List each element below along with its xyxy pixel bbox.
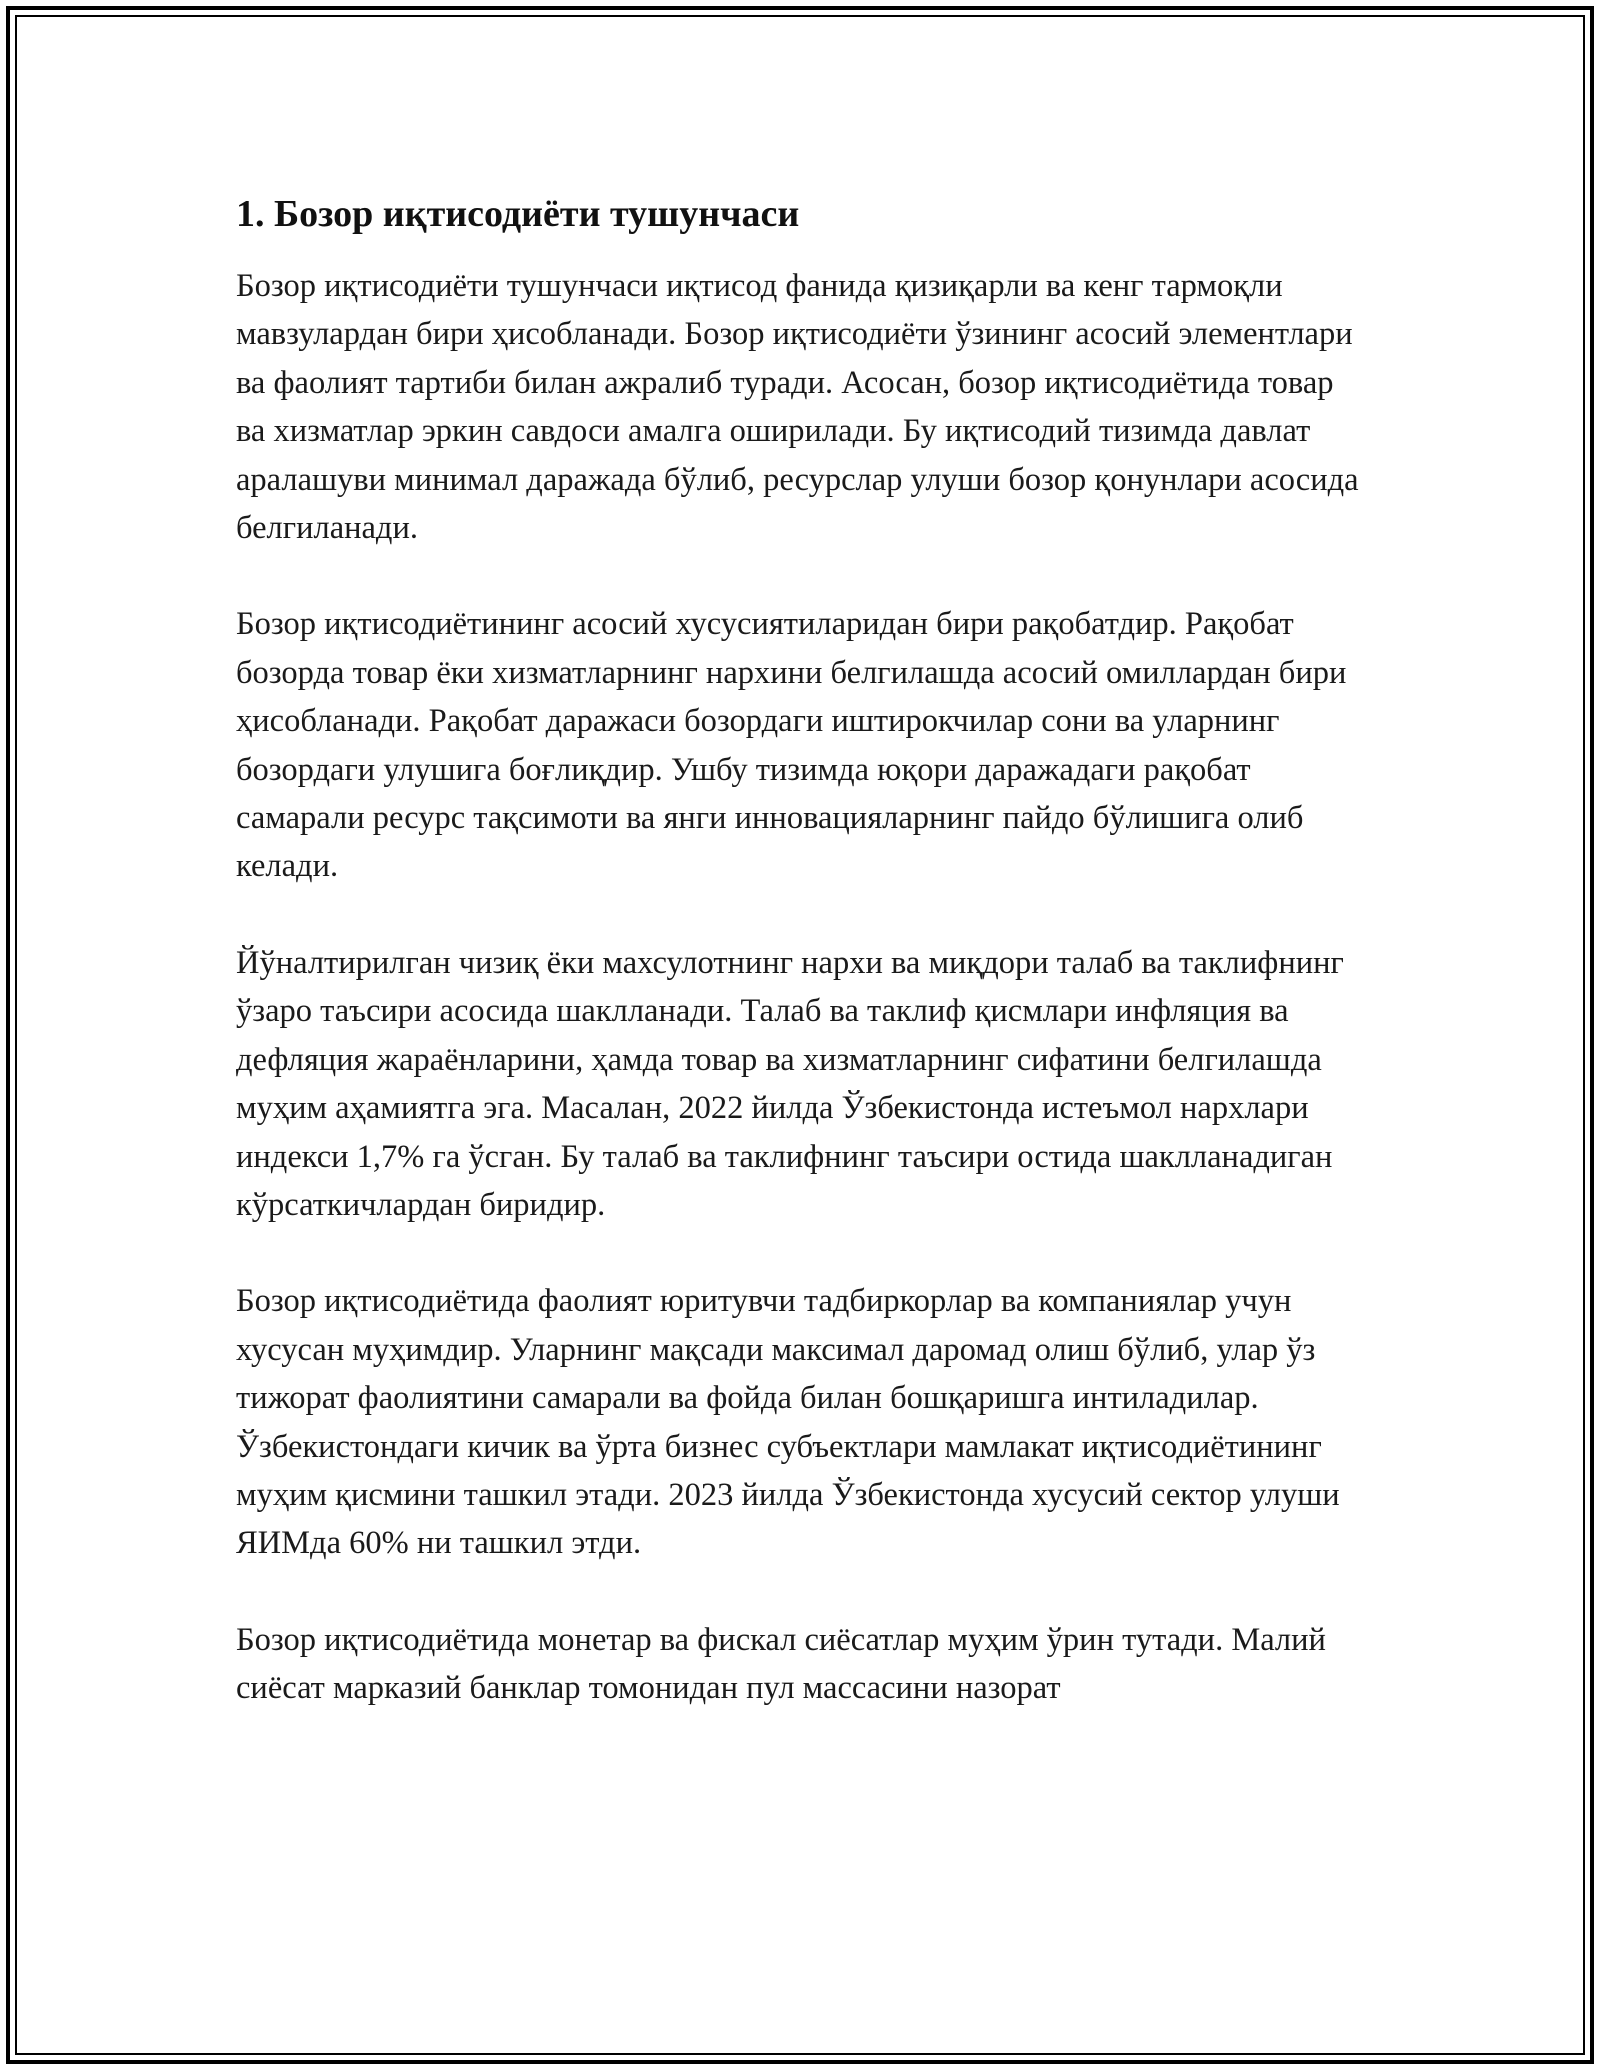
section-title: 1. Бозор иқтисодиёти тушунчаси	[236, 193, 800, 235]
paragraph-monetary-fiscal: Бозор иқтисодиётида монетар ва фискал сиёсатлар муҳим ўрин тутади. Малий сиёсат марказий банклар томонидан пул массасини назорат	[236, 1621, 1326, 1707]
paragraph-market-economy-concept: Бозор иқтисодиёти тушунчаси иқтисод фанида қизиқарли ва кенг тармоқли мавзулардан бири ҳисобланади. Бозор иқтисодиёти ўзининг асосий элементлари ва фаолият тартиби билан ажралиб туради. Асосан, бозор иқтисодиётида товар ва хизматлар эркин савдоси амалга оширилади. Бу иқтисодий тизимда давлат аралашуви минимал даражада бўлиб, ресурслар улуши бозор қонунлари асосида белгиланади.	[236, 268, 1359, 547]
paragraph-supply-demand: Йўналтирилган чизиқ ёки махсулотнинг нархи ва миқдори талаб ва таклифнинг ўзаро таъсири асосида шаклланади. Талаб ва таклиф қисмлари инфляция ва дефляция жараёнларини, ҳамда товар ва хизматларнинг сифатини белгилашда муҳим аҳамиятга эга. Масалан, 2022 йилда Ўзбекистонда истеъмол нархлари индекси 1,7% га ўсган. Бу талаб ва таклифнинг таъсири остида шаклланадиган кўрсаткичлардан биридир.	[236, 944, 1344, 1223]
paragraph-competition: Бозор иқтисодиётининг асосий хусусиятиларидан бири рақобатдир. Рақобат бозорда товар ёки хизматларнинг нархини белгилашда асосий омиллардан бири ҳисобланади. Рақобат даражаси бозордаги иштирокчилар сони ва уларнинг бозордаги улушига боғлиқдир. Ушбу тизимда юқори даражадаги рақобат самарали ресурс тақсимоти ва янги инновацияларнинг пайдо бўлишига олиб келади.	[236, 606, 1347, 885]
paragraph-entrepreneurs: Бозор иқтисодиётида фаолият юритувчи тадбиркорлар ва компаниялар учун хусусан муҳимдир. Уларнинг мақсади максимал даромад олиш бўлиб, улар ўз тижорат фаолиятини самарали ва фойда билан бошқаришга интиладилар. Ўзбекистондаги кичик ва ўрта бизнес субъектлари мамлакат иқтисодиётининг муҳим қисмини ташкил этади. 2023 йилда Ўзбекистонда хусусий сектор улуши ЯИМда 60% ни ташкил этди.	[236, 1283, 1340, 1562]
document-page	[236, 186, 1366, 1761]
